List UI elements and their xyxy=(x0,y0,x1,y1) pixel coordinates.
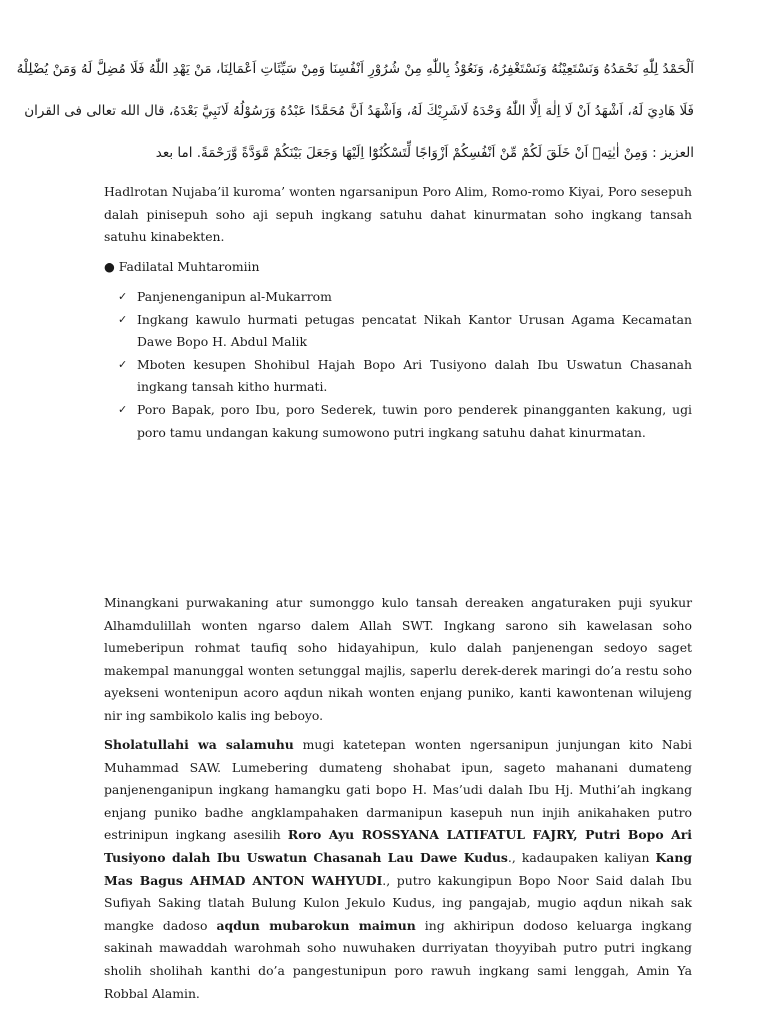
aqdun-phrase: aqdun mubarokun maimun xyxy=(216,917,416,933)
sholawat-text-4: ing akhiripun dodoso keluarga ingkang sakinah mawaddah warohmah soho nuwuhaken durriyatan thoyyibah putro putri ingkang sholih sholihah kanthi do’a pangestunipun poro rawuh ingkang sami lenggah, Amin Ya Robbal Alamin. xyxy=(104,917,692,1001)
opening-paragraph: Minangkani purwakaning atur sumonggo kulo tansah dereaken angaturaken puji syukur Alhamdulillah wonten ngarso dalem Allah SWT. Ingkang sarono sih kawelasan soho lumeberipun rohmat taufiq soho hidayahipun, kulo dalah panjenengan sedoyo saget makempal manunggal wonten setunggal majlis, saperlu derek-derek maringi do’a restu soho ayekseni wontenipun acoro aqdun nikah wonten enjang puniko, kanti kawontenan wilujeng nir ing sambikolo kalis ing beboyo. xyxy=(104,595,692,723)
honorees-list xyxy=(104,286,692,444)
honoree-item xyxy=(104,309,692,354)
honoree-item xyxy=(104,286,692,309)
sholawat-paragraph xyxy=(104,734,692,1005)
bullet-icon: ● xyxy=(104,259,115,274)
arabic-line-3: العزيز : وَمِنْ اٰيٰتِهٖٓ اَنْ خَلَقَ لَكُمْ مِّنْ اَنْفُسِكُمْ اَزْوَاجًا لِّتَسْكُنُوْٓا اِلَيْهَا وَجَعَلَ بَيْنَكُمْ مَّوَدَّةً وَّرَحْمَةً. اما بعد xyxy=(155,145,694,161)
checkmark-icon: ✓ xyxy=(118,402,128,416)
honoree-text: Panjenenganipun al-Mukarrom xyxy=(137,289,332,304)
fadilatal-heading xyxy=(104,257,259,277)
fadilatal-label: Fadilatal Muhtaromiin xyxy=(118,259,260,274)
greeting-paragraph: Hadlrotan Nujaba’il kuroma’ wonten ngarsanipun Poro Alim, Romo-romo Kiyai, Poro sesepuh dalah pinisepuh soho aji sepuh ingkang satuhu dahat kinurmatan soho ingkang tansah satuhu kinabekten. xyxy=(104,184,692,245)
honoree-text: Poro Bapak, poro Ibu, poro Sederek, tuwin poro penderek pinangganten kakung, ugi poro tamu undangan kakung sumowono putri ingkang satuhu dahat kinurmatan. xyxy=(137,401,692,440)
checkmark-icon: ✓ xyxy=(118,357,128,371)
honoree-text: Mboten kesupen Shohibul Hajah Bopo Ari Tusiyono dalah Ibu Uswatun Chasanah ingkang tansah kitho hurmati. xyxy=(137,356,692,395)
checkmark-icon: ✓ xyxy=(118,312,128,326)
sholawat-text-3: ., putro kakungipun Bopo Noor Said dalah Ibu Sufiyah Saking tlatah Bulung Kulon Jekulo Kudus, ing pangajab, mugio aqdun nikah sak mangke dadoso xyxy=(104,872,692,933)
honoree-item xyxy=(104,399,692,444)
bride-name: Roro Ayu ROSSYANA LATIFATUL FAJRY, Putri Bopo Ari Tusiyono dalah Ibu Uswatun Chasanah Lau Dawe Kudus xyxy=(104,827,693,865)
sholawat-lead: Sholatullahi wa salamuhu xyxy=(104,737,294,752)
sholawat-text-1: mugi katetepan wonten ngersanipun junjungan kito Nabi Muhammad SAW. Lumebering dumateng shohabat ipun, sageto mahanani dumateng panjenenganipun ingkang hamangku gati bopo H. Mas’udi dalah Ibu Hj. Muthi’ah ingkang enjang puniko badhe angklampahaken darmanipun kasepuh nun injih anikahaken putro estrinipun ingkang asesilih xyxy=(104,737,692,843)
arabic-line-2: فَلَا هَادِيَ لَهُ، اَشْهَدُ اَنْ لَا اِلٰهَ اِلَّا اللّٰهُ وَحْدَهُ لَاشَرِيْكَ لَهُ، وَاَشْهَدُ اَنَّ مُحَمَّدًا عَبْدُهُ وَرَسُوْلُهُ لَانَبِيَّ بَعْدَهُ، قال الله تعالى فى القران xyxy=(24,103,694,119)
checkmark-icon: ✓ xyxy=(118,290,128,303)
honoree-item xyxy=(104,354,692,399)
groom-name: Kang Mas Bagus AHMAD ANTON WAHYUDI xyxy=(104,849,692,888)
sholawat-text-2: ., kadaupaken kaliyan xyxy=(507,849,656,865)
arabic-opening-prayer xyxy=(16,48,694,174)
honoree-text: Ingkang kawulo hurmati petugas pencatat Nikah Kantor Urusan Agama Kecamatan Dawe Bopo H. Abdul Malik xyxy=(137,311,692,350)
arabic-line-1: اَلْحَمْدُ لِلّٰهِ نَحْمَدُهُ وَنَسْتَعِيْنُهُ وَنَسْتَغْفِرُهُ، وَنَعُوْذُ بِاللّٰهِ مِنْ شُرُوْرِ اَنْفُسِنَا وَمِنْ سَيِّئَاتِ اَعْمَالِنَا، مَنْ يَهْدِ اللّٰهُ فَلَا مُضِلَّ لَهُ وَمَنْ يُضْلِلْهُ xyxy=(16,61,694,77)
